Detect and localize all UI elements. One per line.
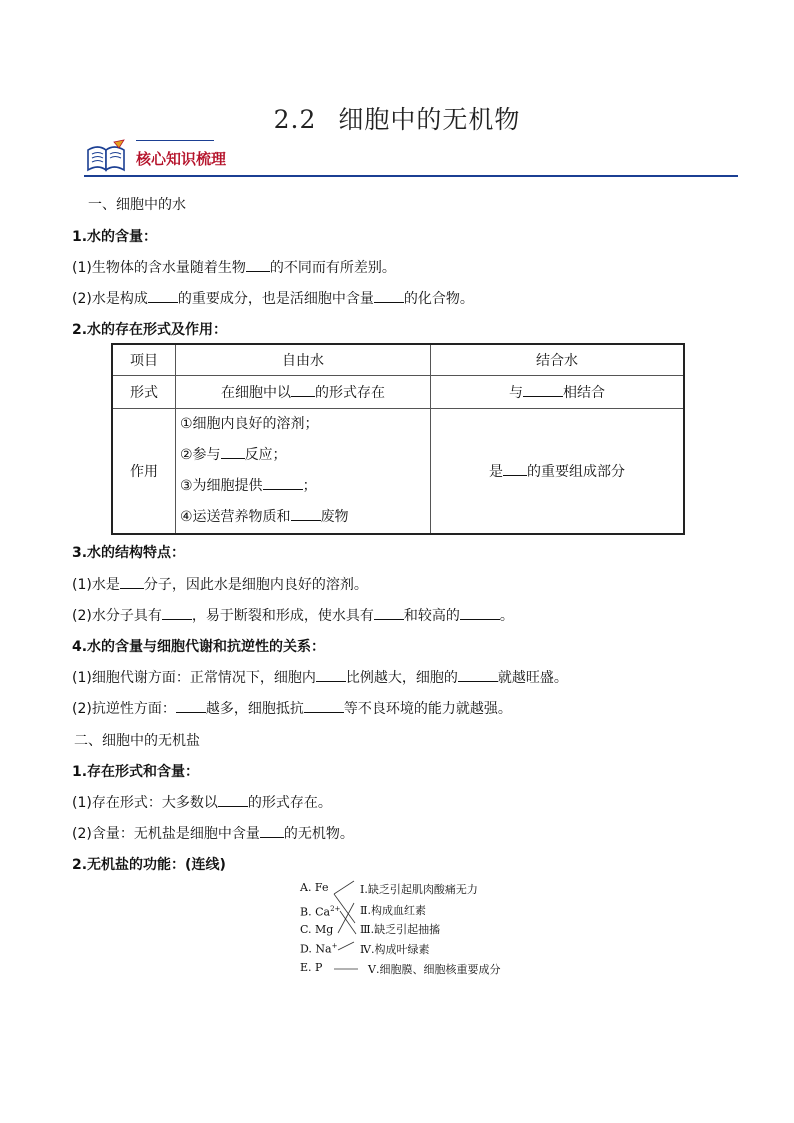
banner-top-rule bbox=[136, 140, 214, 141]
heading-salt-function: 2.无机盐的功能：(连线) bbox=[72, 857, 226, 873]
blank[interactable] bbox=[304, 698, 344, 713]
line-water-structure-1: (1)水是 分子，因此水是细胞内良好的溶剂。 bbox=[72, 574, 368, 594]
table-cell-bound-form: 与 相结合 bbox=[431, 376, 685, 409]
match-right-2: Ⅱ.构成血红素 bbox=[360, 904, 426, 917]
matching-diagram bbox=[298, 878, 528, 978]
match-left-e: E. P bbox=[300, 961, 323, 974]
heading-water-forms: 2.水的存在形式及作用： bbox=[72, 322, 228, 338]
line-water-content-2: (2)水是构成 的重要成分，也是活细胞中含量 的化合物。 bbox=[72, 288, 474, 308]
table-cell-free-form: 在细胞中以 的形式存在 bbox=[176, 376, 431, 409]
heading-water-content: 1.水的含量： bbox=[72, 229, 158, 245]
blank[interactable] bbox=[503, 461, 527, 476]
table-row bbox=[112, 409, 684, 535]
banner-label: 核心知识梳理 bbox=[136, 150, 227, 168]
line-salt-content: (2)含量：无机盐是细胞中含量 的无机物。 bbox=[72, 823, 354, 843]
table-cell-free-function: ①细胞内良好的溶剂； ②参与 反应； ③为细胞提供 ； ④运送营养物质和 废物 bbox=[176, 409, 431, 535]
line-metabolism: (1)细胞代谢方面：正常情况下，细胞内 比例越大，细胞的 就越旺盛。 bbox=[72, 667, 568, 687]
blank[interactable] bbox=[374, 288, 404, 303]
blank[interactable] bbox=[162, 605, 192, 620]
blank[interactable] bbox=[218, 792, 248, 807]
match-left-a: A. Fe bbox=[300, 881, 329, 894]
blank[interactable] bbox=[120, 574, 144, 589]
title-number: 2.2 bbox=[273, 105, 317, 134]
water-forms-table bbox=[111, 343, 685, 535]
title-text: 细胞中的无机物 bbox=[338, 105, 521, 134]
page-title bbox=[0, 100, 794, 136]
table-row bbox=[112, 376, 684, 409]
heading-water-metabolism: 4.水的含量与细胞代谢和抗逆性的关系： bbox=[72, 639, 326, 655]
blank[interactable] bbox=[458, 667, 498, 682]
section-heading-salts: 二、细胞中的无机盐 bbox=[74, 733, 200, 749]
blank[interactable] bbox=[374, 605, 404, 620]
blank[interactable] bbox=[176, 698, 206, 713]
line-resistance: (2)抗逆性方面： 越多，细胞抵抗 等不良环境的能力就越强。 bbox=[72, 698, 512, 718]
banner-bottom-rule bbox=[84, 175, 738, 177]
section-banner bbox=[84, 138, 738, 180]
blank[interactable] bbox=[148, 288, 178, 303]
blank[interactable] bbox=[221, 444, 245, 459]
match-left-d: D. Na+ bbox=[300, 942, 338, 956]
line-salt-form: (1)存在形式：大多数以 的形式存在。 bbox=[72, 792, 332, 812]
match-right-3: Ⅲ.缺乏引起抽搐 bbox=[360, 923, 441, 936]
table-row bbox=[112, 344, 684, 376]
table-cell-bound-function: 是 的重要组成部分 bbox=[431, 409, 685, 535]
blank[interactable] bbox=[291, 506, 321, 521]
blank[interactable] bbox=[246, 257, 270, 272]
blank[interactable] bbox=[460, 605, 500, 620]
line-water-content-1: (1)生物体的含水量随着生物 的不同而有所差别。 bbox=[72, 257, 396, 277]
line-water-structure-2: (2)水分子具有 ，易于断裂和形成，使水具有 和较高的 。 bbox=[72, 605, 514, 625]
heading-salt-form: 1.存在形式和含量： bbox=[72, 764, 200, 780]
match-right-4: Ⅳ.构成叶绿素 bbox=[360, 943, 430, 956]
table-head-free-water: 自由水 bbox=[176, 344, 431, 376]
blank[interactable] bbox=[523, 382, 563, 397]
blank[interactable] bbox=[291, 382, 315, 397]
table-head-bound-water: 结合水 bbox=[431, 344, 685, 376]
table-label-function: 作用 bbox=[112, 409, 176, 535]
match-right-5: Ⅴ.细胞膜、细胞核重要成分 bbox=[368, 963, 501, 976]
blank[interactable] bbox=[263, 475, 303, 490]
match-left-b: B. $Ca^{2+}$ bbox=[300, 905, 341, 919]
blank[interactable] bbox=[260, 823, 284, 838]
table-head-item: 项目 bbox=[112, 344, 176, 376]
book-icon bbox=[84, 138, 130, 176]
match-left-c: C. Mg bbox=[300, 923, 334, 936]
blank[interactable] bbox=[316, 667, 346, 682]
match-right-1: Ⅰ.缺乏引起肌肉酸痛无力 bbox=[360, 883, 478, 896]
heading-water-structure: 3.水的结构特点： bbox=[72, 545, 186, 561]
section-heading-water: 一、细胞中的水 bbox=[88, 197, 186, 213]
table-label-form: 形式 bbox=[112, 376, 176, 409]
